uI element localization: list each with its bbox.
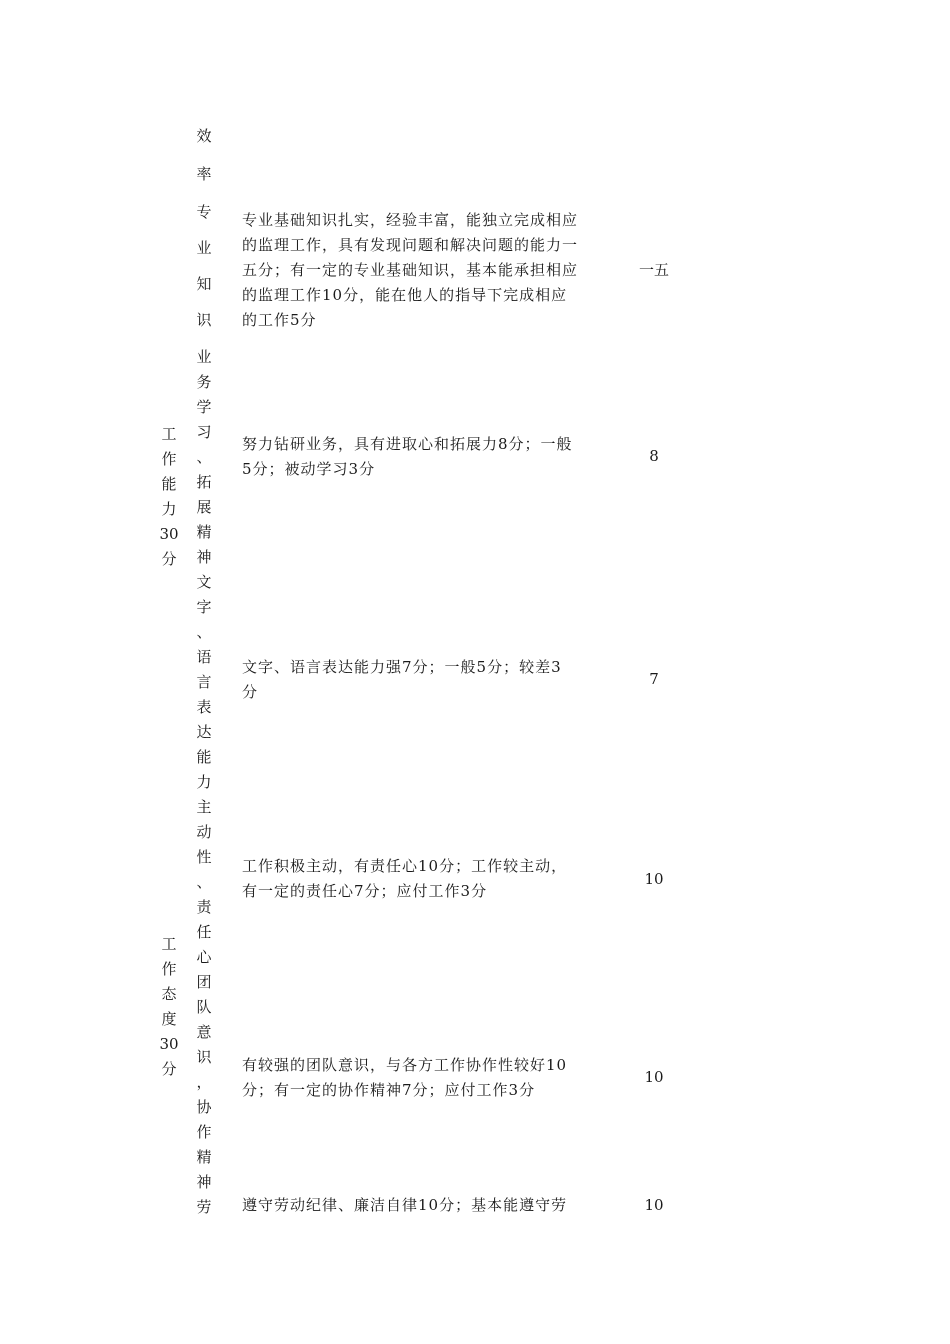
- desc-line: 有较强的团队意识，与各方工作协作性较好10: [242, 1056, 568, 1074]
- desc-line: 专业基础知识扎实，经验丰富，能独立完成相应: [242, 211, 579, 229]
- desc-line: 5分；被动学习3分: [242, 460, 376, 478]
- subitem-char: ，: [196, 1073, 212, 1091]
- subitem-char: 任: [196, 923, 212, 941]
- score-value: 10: [644, 1196, 664, 1214]
- subitem-char: 专: [196, 203, 212, 221]
- criteria-description: [242, 854, 602, 904]
- category-char: 作: [161, 960, 177, 978]
- score-value: 10: [644, 1068, 664, 1086]
- category-char: 30: [159, 1035, 179, 1053]
- subitem-efficiency: [192, 124, 216, 200]
- criteria-description: [242, 432, 602, 482]
- category-char: 力: [161, 500, 177, 518]
- category-char: 态: [161, 985, 177, 1003]
- subitem-char: 作: [196, 1123, 212, 1141]
- criteria-description: [242, 1193, 602, 1218]
- subitem-char: 率: [196, 165, 212, 183]
- category-char: 工: [161, 935, 177, 953]
- subitem-char: 言: [196, 673, 212, 691]
- criteria-description: [242, 1053, 602, 1103]
- category-char: 能: [161, 475, 177, 493]
- subitem-char: 知: [196, 275, 212, 293]
- subitem-char: 性: [196, 848, 212, 866]
- subitem-char: 达: [196, 723, 212, 741]
- subitem-char: 习: [196, 423, 212, 441]
- score-value: 10: [644, 870, 664, 888]
- subitem-char: 神: [196, 548, 212, 566]
- subitem-char: 协: [196, 1098, 212, 1116]
- score-value: 8: [649, 447, 659, 465]
- subitem-char: 精: [196, 1148, 212, 1166]
- subitem-char: 展: [196, 498, 212, 516]
- category-work-ability: [157, 422, 181, 572]
- subitem-char: 拓: [196, 473, 212, 491]
- category-work-attitude: [157, 932, 181, 1082]
- subitem-professional-knowledge: [192, 200, 216, 344]
- category-char: 分: [161, 550, 177, 568]
- score-value: 7: [649, 670, 659, 688]
- subitem-char: 学: [196, 398, 212, 416]
- desc-line: 努力钻研业务，具有进取心和拓展力8分；一般: [242, 435, 573, 453]
- desc-line: 有一定的责任心7分；应付工作3分: [242, 882, 488, 900]
- subitem-char: 责: [196, 898, 212, 916]
- subitem-long-column: [192, 345, 216, 1220]
- desc-line: 文字、语言表达能力强7分；一般5分；较差3: [242, 658, 562, 676]
- score-value: 一五: [638, 261, 669, 279]
- subitem-char: 动: [196, 823, 212, 841]
- desc-line: 遵守劳动纪律、廉洁自律10分；基本能遵守劳: [242, 1196, 568, 1214]
- criteria-description: [242, 208, 602, 333]
- desc-line: 的工作5分: [242, 311, 317, 329]
- subitem-char: 神: [196, 1173, 212, 1191]
- subitem-char: 业: [196, 348, 212, 366]
- criteria-description: [242, 655, 602, 705]
- desc-line: 分；有一定的协作精神7分；应付工作3分: [242, 1081, 536, 1099]
- subitem-char: 语: [196, 648, 212, 666]
- desc-line: 工作积极主动，有责任心10分；工作较主动，: [242, 857, 568, 875]
- subitem-char: 、: [196, 873, 212, 891]
- subitem-char: 、: [196, 623, 212, 641]
- subitem-char: 团: [196, 973, 212, 991]
- subitem-char: 效: [196, 127, 212, 145]
- subitem-char: 字: [196, 598, 212, 616]
- subitem-char: 、: [196, 448, 212, 466]
- subitem-char: 文: [196, 573, 212, 591]
- subitem-char: 能: [196, 748, 212, 766]
- subitem-char: 业: [196, 239, 212, 257]
- subitem-char: 主: [196, 798, 212, 816]
- subitem-char: 识: [196, 311, 212, 329]
- subitem-char: 识: [196, 1048, 212, 1066]
- subitem-char: 精: [196, 523, 212, 541]
- subitem-char: 表: [196, 698, 212, 716]
- desc-line: 的监理工作10分，能在他人的指导下完成相应: [242, 286, 568, 304]
- category-char: 30: [159, 525, 179, 543]
- category-char: 分: [161, 1060, 177, 1078]
- category-char: 作: [161, 450, 177, 468]
- subitem-char: 力: [196, 773, 212, 791]
- subitem-char: 劳: [196, 1198, 212, 1216]
- subitem-char: 心: [196, 948, 212, 966]
- subitem-char: 队: [196, 998, 212, 1016]
- subitem-char: 务: [196, 373, 212, 391]
- desc-line: 的监理工作，具有发现问题和解决问题的能力一: [242, 236, 579, 254]
- category-char: 度: [161, 1010, 177, 1028]
- subitem-char: 意: [196, 1023, 212, 1041]
- category-char: 工: [161, 425, 177, 443]
- desc-line: 五分；有一定的专业基础知识，基本能承担相应: [242, 261, 579, 279]
- desc-line: 分: [242, 683, 259, 701]
